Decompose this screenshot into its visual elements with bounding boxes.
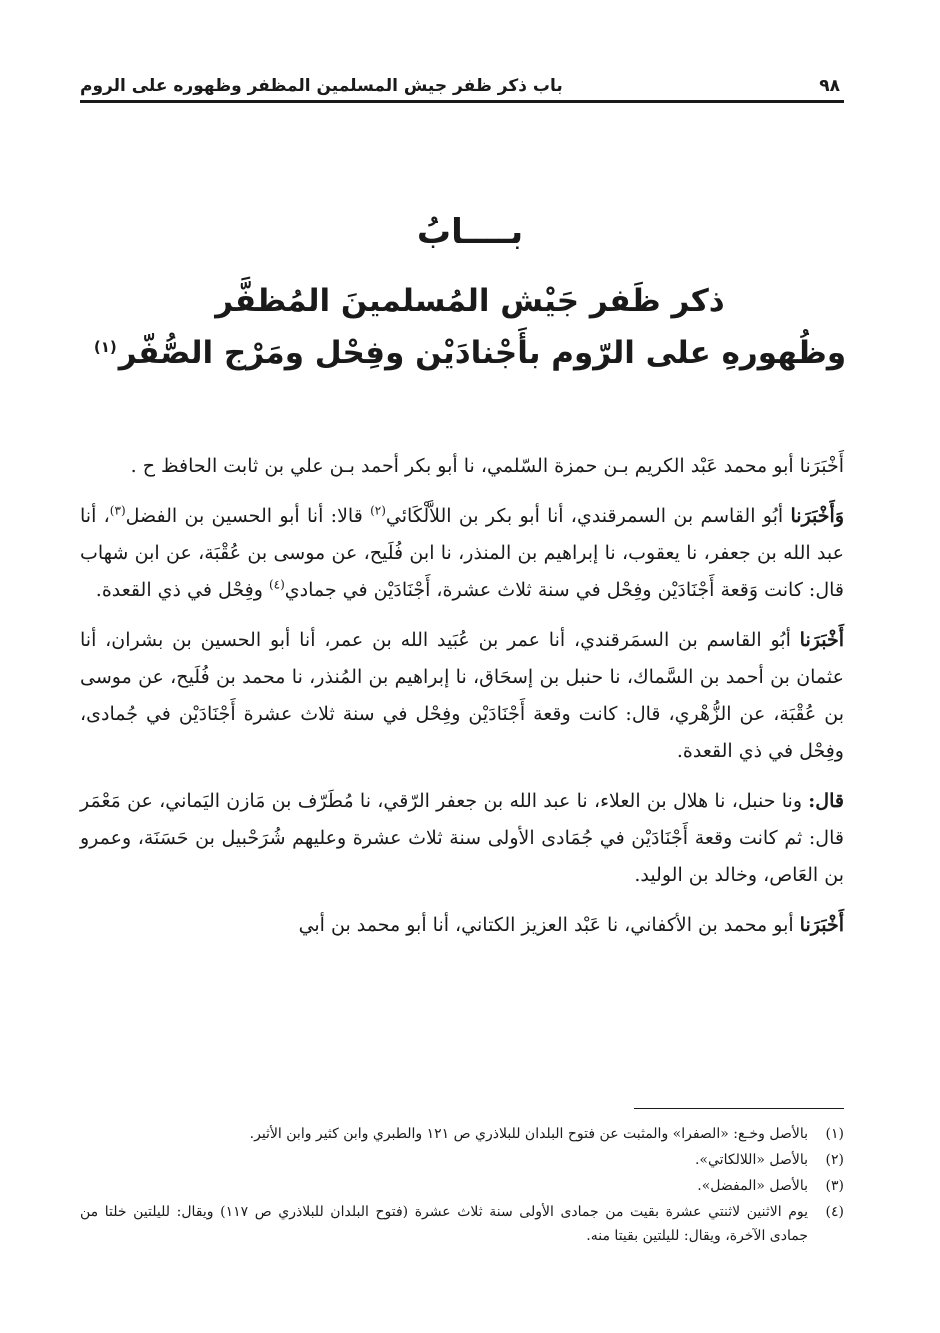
footnote-1-text: بالأصل وخـع: «الصفرا» والمثبت عن فتوح البلدان للبلاذري ص ١٢١ والطبري وابن كثير وابن الأثير. <box>249 1126 808 1142</box>
paragraph-2-text-a: أبُو القاسم بن السمرقندي، أنا أبو بكر بن اللاَّلْكَائي <box>385 505 791 527</box>
footnote-rule <box>634 1108 844 1109</box>
paragraph-4-lead: قال: <box>808 790 844 812</box>
footnote-1 <box>80 1122 844 1146</box>
header-rule <box>80 100 844 103</box>
running-title: باب ذكر ظفر جيش المسلمين المظفر وظهوره على الروم <box>80 76 563 96</box>
paragraph-1 <box>80 448 844 485</box>
chapter-title-line-2-text: وظُهورهِ على الرّوم بأَجْنادَيْن وفِحْل ومَرْج الصُّفّر <box>118 335 847 371</box>
chapter-label: بــــابُ <box>416 212 524 252</box>
footnote-1-number: (١) <box>825 1126 844 1142</box>
paragraph-3 <box>80 622 844 770</box>
footnote-ref-3: (٣) <box>109 503 126 518</box>
paragraph-1-text: أَخْبَرَنا أبو محمد عَبْد الكريم بـن حمزة السّلمي، نا أبو بكر أحمد بـن علي بن ثابت الحافظ ح . <box>130 455 844 477</box>
body-text <box>80 448 844 957</box>
paragraph-2 <box>80 498 844 609</box>
paragraph-3-lead: أَخْبَرَنا <box>799 629 844 651</box>
paragraph-4 <box>80 783 844 894</box>
page-number: ٩٨ <box>819 76 840 96</box>
footnote-3-text: بالأصل «المفضل». <box>697 1178 808 1194</box>
running-header <box>80 62 840 96</box>
footnote-4-text: يوم الاثنين لاثنتي عشرة بقيت من جمادى الأولى سنة ثلاث عشرة (فتوح البلدان للبلاذري ص ١١٧) ويقال: لليلتين خلتا من جمادى الآخرة، ويقال: لليلتين بقيتا منه. <box>80 1204 808 1244</box>
footnote-2 <box>80 1148 844 1172</box>
paragraph-2-lead: وَأَخْبَرَنا <box>790 505 844 527</box>
chapter-title-line-2 <box>0 335 940 371</box>
chapter-title-footnote-ref: (١) <box>93 337 117 356</box>
paragraph-5-lead: أَخْبَرَنا <box>799 914 844 936</box>
paragraph-2-text-b: قالا: أنا أبو الحسين بن الفضل <box>125 505 371 527</box>
paragraph-3-text: أبُو القاسم بن السمَرقندي، أنا عمر بن عُبَيد الله بن عمر، أنا أبو الحسين بن بشران، أنا عثمان بن أحمد بن السَّماك، نا حنبل بن إسحَاق، نا إبراهيم بن المُنذر، نا محمد بن فُلَيح، عن موسى بن عُقْبَة، عن الزُّهْري، قال: كانت وقعة أَجْنَادَيْن وفِحْل في سنة ثلاث عشرة أَجْنَادَيْن في جُمادى، وفِحْل في ذي القعدة. <box>80 629 844 762</box>
paragraph-2-text-c: ، أنا عبد الله بن جعفر، نا يعقوب، نا إبراهيم بن المنذر، نا ابن فُلَيح، عن موسى بن عُقْبَة، عن ابن شهاب قال: كانت وَقعة أَجْنَادَيْن وفِحْل في سنة ثلاث عشرة، أَجْنَادَيْن في جمادي <box>80 505 844 601</box>
chapter-title-line-1: ذكر ظَفر جَيْش المُسلمينَ المُظفَّر <box>215 283 725 319</box>
paragraph-4-text: ونا حنبل، نا هلال بن العلاء، نا عبد الله بن جعفر الرّقي، نا مُطَرّف بن مَازن اليَماني، عن مَعْمَر قال: ثم كانت وقعة أَجْنَادَيْن في جُمَادى الأولى سنة ثلاث عشرة وعليهم شُرَحْبيل بن حَسَنَة، وعمرو بن العَاص، وخالد بن الوليد. <box>80 790 844 886</box>
footnote-ref-2: (٢) <box>370 503 386 518</box>
footnote-ref-4: (٤) <box>268 577 285 592</box>
footnote-3-number: (٣) <box>825 1178 844 1194</box>
footnote-4 <box>80 1200 844 1248</box>
paragraph-5-text: أبو محمد بن الأكفاني، نا عَبْد العزيز الكتاني، أنا أبو محمد بن أبي <box>298 914 800 936</box>
paragraph-2-text-d: وفِحْل في ذي القعدة. <box>95 579 269 601</box>
footnote-2-text: بالأصل «اللالكاتي». <box>694 1152 808 1168</box>
footnote-4-number: (٤) <box>825 1204 844 1220</box>
paragraph-5 <box>80 907 844 944</box>
footnote-3 <box>80 1174 844 1198</box>
footnotes <box>80 1122 844 1250</box>
footnote-2-number: (٢) <box>825 1152 844 1168</box>
